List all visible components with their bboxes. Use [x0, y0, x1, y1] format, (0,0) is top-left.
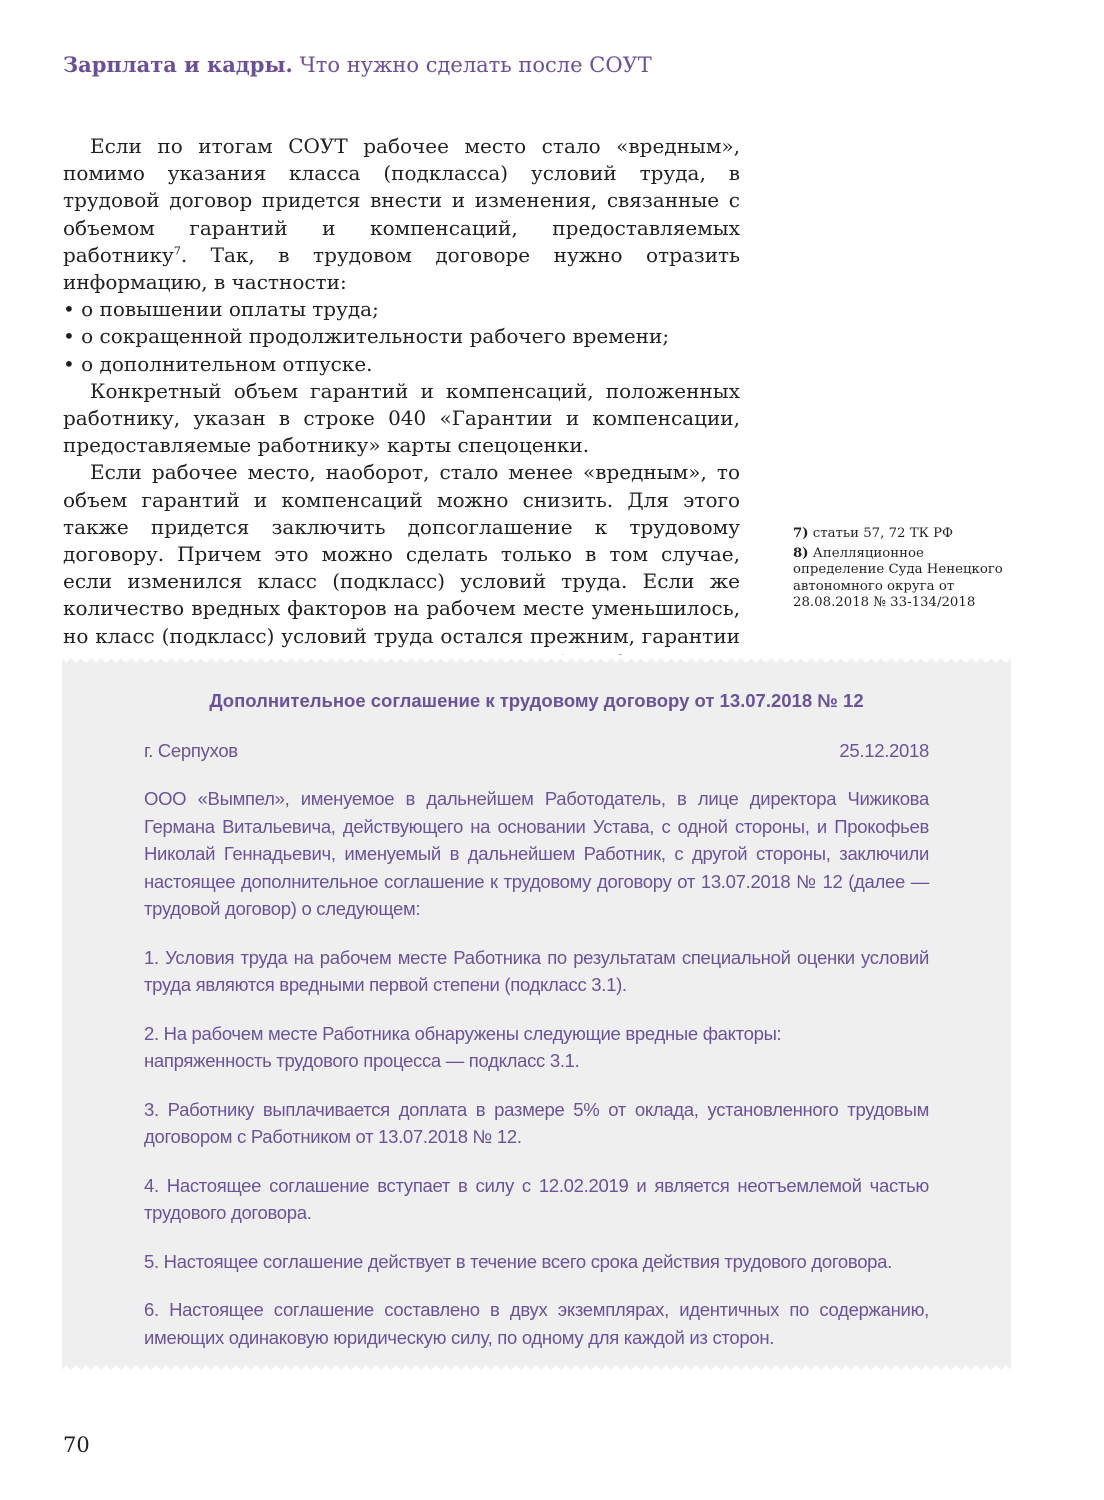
footnote-ref-7[interactable]: 7	[173, 244, 181, 258]
list-item: • о повышении оплаты труда;	[63, 296, 740, 323]
sample-item-4: 4. Настоящее соглашение вступает в силу с 12.02.2019 и является неотъемлемой частью трудового договора.	[144, 1174, 929, 1223]
sample-document	[144, 680, 929, 1351]
running-header	[63, 52, 652, 77]
sample-item-6: 6. Настоящее соглашение составлено в двух экземплярах, идентичных по содержанию, имеющих одинаковую юридическую силу, по одному для каждой из сторон.	[144, 1299, 929, 1348]
place-date-row	[144, 737, 929, 765]
sample-item-2: 2. На рабочем месте Работника обнаружены следующие вредные факторы: напряженность трудового процесса — подкласс 3.1.	[144, 1022, 782, 1071]
sample-item-3: 3. Работнику выплачивается доплата в размере 5% от оклада, установленного трудовым договором с Работником от 13.07.2018 № 12.	[144, 1098, 929, 1147]
paragraph-3: Если рабочее место, наоборот, стало менее «вредным», то объем гарантий и компенсаций можно снизить. Для этого также придется заключить допсоглашение к трудовому договору. Причем это можно сделать только в том случае, если изменился класс (подкласс) условий труда. Если же количество вредных факторов на рабочем месте уменьшилось, но класс (подкласс) условий труда остался прежним, гарантии	[63, 459, 740, 677]
sample-document-box	[62, 655, 1011, 1373]
article-body	[63, 133, 740, 677]
list-item: • о сокращенной продолжительности рабочего времени;	[63, 323, 740, 350]
header-title: Что нужно сделать после СОУТ	[299, 53, 652, 77]
page-number: 70	[63, 1433, 90, 1457]
torn-edge-top	[62, 655, 1011, 665]
paragraph-1: Если по итогам СОУТ рабочее место стало «вредным», помимо указания класса (подкласса) условий труда, в трудовой договор придется внести и изменения, связанные с объемом гарантий и компенсаций, предоставляемых работнику$^7$. Так, в трудовом договоре нужно отразить информацию, в частности:	[63, 134, 740, 295]
footnote-7: 7) статьи 57, 72 ТК РФ	[793, 526, 954, 541]
header-section: Зарплата и кадры.	[63, 52, 293, 77]
sample-item-1: 1. Условия труда на рабочем месте Работника по результатам специальной оценки условий труда являются вредными первой степени (подкласс 3.1).	[144, 946, 929, 995]
paragraph-2: Конкретный объем гарантий и компенсаций, положенных работнику, указан в строке 040 «Гарантии и компенсации, предоставляемые работнику» карты спецоценки.	[63, 378, 740, 458]
sample-date: 25.12.2018	[839, 739, 929, 761]
sample-intro: ООО «Вымпел», именуемое в дальнейшем Работодатель, в лице директора Чижикова Германа Витальевича, действующего на основании Устава, с одной стороны, и Прокофьев Николай Геннадьевич, именуемый в дальнейшем Работник, с другой стороны, заключили настоящее дополнительное соглашение к трудовому договору от 13.07.2018 № 12 (далее — трудовой договор) о следующем:	[144, 788, 929, 919]
bullet-list	[63, 296, 740, 378]
sample-title: Дополнительное соглашение к трудовому договору от 13.07.2018 № 12	[209, 690, 864, 711]
sample-item-5: 5. Настоящее соглашение действует в течение всего срока действия трудового договора.	[144, 1250, 892, 1272]
list-item: • о дополнительном отпуске.	[63, 351, 740, 378]
sample-city: г. Серпухов	[144, 739, 238, 761]
torn-edge-bottom	[62, 1363, 1011, 1373]
footnotes	[793, 526, 1015, 615]
footnote-8: 8) Апелляционное определение Суда Ненецкого автономного округа от 28.08.2018 № 33-134/2018	[793, 545, 1003, 610]
